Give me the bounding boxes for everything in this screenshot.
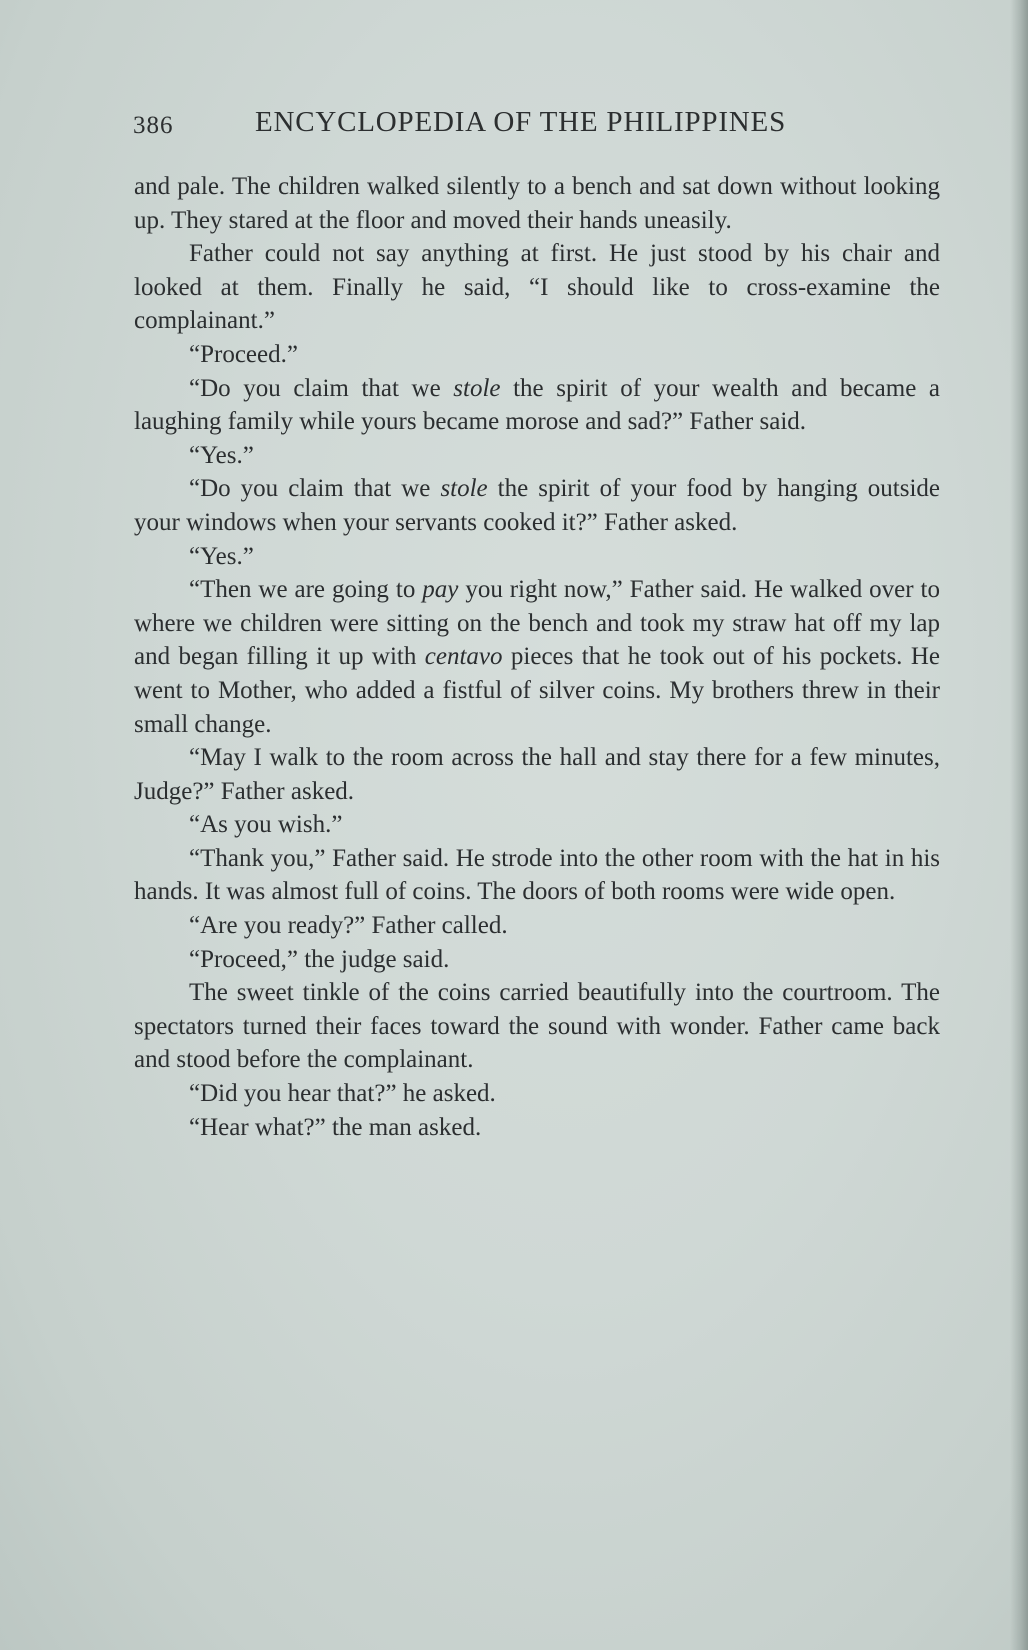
text-run: “Do you claim that we [189, 374, 454, 402]
italic-text: stole [440, 475, 488, 503]
paragraph [134, 573, 940, 741]
paragraph [134, 1111, 940, 1145]
text-run: “May I walk to the room across the hall and stay there for a few minutes, Judge?” Father asked. [134, 744, 940, 805]
paragraph [134, 472, 940, 539]
paragraph [134, 741, 940, 808]
paragraph [134, 237, 940, 338]
text-run: “Yes.” [189, 441, 254, 469]
body-text [134, 170, 940, 1144]
text-run: “Proceed.” [189, 340, 298, 368]
italic-text: pay [422, 576, 459, 604]
paragraph [134, 372, 940, 439]
paragraph [134, 170, 940, 237]
italic-text: stole [453, 374, 501, 402]
text-run: the spirit of your wealth and became a laughing family while yours became morose and sad?” Father said. [134, 374, 940, 436]
paragraph [134, 1077, 940, 1111]
italic-text: centavo [424, 643, 503, 671]
text-run: “As you wish.” [189, 811, 343, 839]
paragraph [134, 943, 940, 977]
text-run: The sweet tinkle of the coins carried beautifully into the courtroom. The spectators turned their faces toward the sound with wonder. Father came back and stood before the complainant. [134, 979, 940, 1074]
text-run: “Thank you,” Father said. He strode into the other room with the hat in his hands. It was almost full of coins. The doors of both rooms were wide open. [134, 844, 940, 906]
page-header [133, 106, 943, 146]
text-run: pieces that he took out of his pockets. He went to Mother, who added a fistful of silver coins. My brothers threw in their small change. [134, 643, 940, 738]
text-run: you right now,” Father said. He walked over to where we children were sitting on the bench and took my straw hat off my lap and began filling it up with [134, 576, 940, 671]
text-run: “Proceed,” the judge said. [189, 945, 450, 973]
text-run: “Yes.” [189, 542, 254, 570]
paragraph [134, 540, 940, 574]
page-edge-shadow [1010, 0, 1028, 1650]
text-run: “Did you hear that?” he asked. [189, 1080, 496, 1108]
text-run: Father could not say anything at first. He just stood by his chair and looked at them. Finally he said, “I should like to cross-examine the complainant.” [134, 240, 940, 335]
text-run: “Do you claim that we [189, 475, 441, 503]
paragraph [134, 976, 940, 1077]
paragraph [134, 338, 940, 372]
text-run: “Then we are going to [189, 576, 423, 604]
text-run: “Are you ready?” Father called. [189, 912, 508, 940]
text-run: and pale. The children walked silently to a bench and sat down without looking up. They stared at the floor and moved their hands uneasily. [134, 173, 940, 234]
paragraph [134, 842, 940, 909]
paragraph [134, 439, 940, 473]
paragraph [134, 808, 940, 842]
text-run: the spirit of your food by hanging outside your windows when your servants cooked it?” Father asked. [134, 475, 940, 536]
page-number: 386 [133, 112, 174, 139]
text-run: “Hear what?” the man asked. [189, 1113, 482, 1141]
running-head: ENCYCLOPEDIA OF THE PHILIPPINES [255, 106, 786, 138]
paragraph [134, 909, 940, 943]
